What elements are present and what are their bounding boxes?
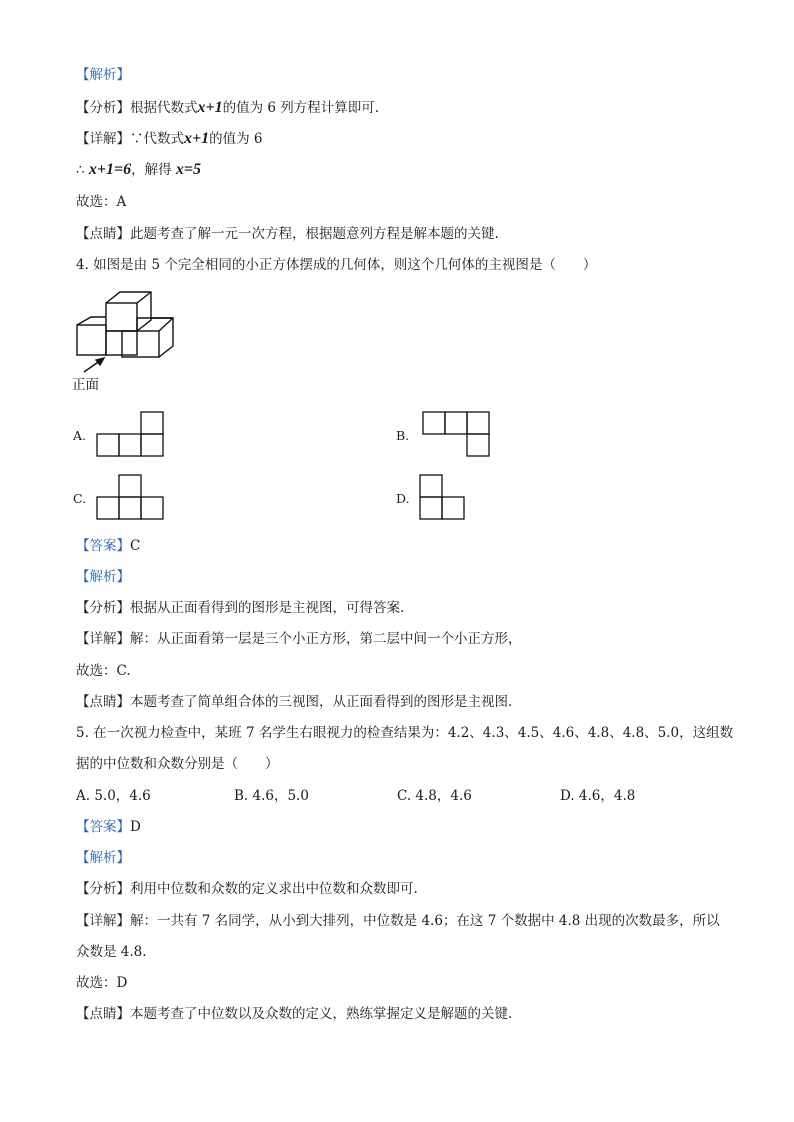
answer-value: D [130, 819, 141, 835]
q4-option-d-figure[interactable] [419, 474, 469, 522]
math-expression: x+1 [184, 130, 210, 147]
q4-choose-line: 故选：C. [76, 663, 131, 679]
q3-choose-line: 故选：A [76, 194, 127, 210]
q4-option-c-figure[interactable] [96, 474, 166, 522]
q5-answer-line [76, 817, 141, 837]
fenxi-tag: 【分析】 [76, 881, 130, 897]
q4-option-b-letter[interactable]: B. [396, 428, 410, 443]
analysis-tag: 【解析】 [76, 569, 130, 585]
math-expression: x+1 [197, 99, 223, 116]
q5-stem-line-1: 5. 在一次视力检查中，某班 7 名学生右眼视力的检查结果为：4.2、4.3、4.5、4.6、4.8、4.8、5.0，这组数 [76, 725, 734, 741]
xiangjie-tag: 【详解】 [76, 631, 130, 647]
analysis-tag: 【解析】 [76, 850, 130, 866]
q5-fenxi-line [76, 879, 418, 899]
answer-tag: 【答案】 [76, 538, 130, 554]
q4-option-b-figure[interactable] [422, 411, 492, 459]
fenxi-text: 的值为 6 列方程计算即可. [222, 100, 380, 116]
answer-tag: 【答案】 [76, 819, 130, 835]
fenxi-tag: 【分析】 [76, 100, 130, 116]
dianjing-tag: 【点睛】 [76, 226, 130, 242]
q4-fenxi-line [76, 598, 404, 618]
q5-xiangjie-line-1 [76, 911, 720, 931]
q4-option-d-letter[interactable]: D. [396, 491, 410, 506]
q4-answer-line [76, 536, 140, 556]
answer-value: C [130, 538, 141, 554]
because-text: ∵代数式 [130, 131, 184, 147]
q5-analysis-heading [76, 848, 130, 868]
analysis-tag: 【解析】 [76, 67, 130, 83]
q4-option-c-letter[interactable]: C. [73, 491, 87, 506]
q3-equation-line [76, 160, 201, 180]
dianjing-text: 本题考查了中位数以及众数的定义，熟练掌握定义是解题的关键. [130, 1006, 513, 1022]
xiangjie-tag: 【详解】 [76, 913, 130, 929]
q5-option-d[interactable]: D. 4.6，4.8 [560, 788, 636, 804]
q4-option-a-letter[interactable]: A. [73, 428, 87, 443]
therefore-symbol: ∴ [76, 162, 85, 178]
q5-option-a[interactable]: A. 5.0，4.6 [76, 788, 151, 804]
fenxi-tag: 【分析】 [76, 600, 130, 616]
dianjing-tag: 【点睛】 [76, 694, 130, 710]
dianjing-text: 本题考查了简单组合体的三视图，从正面看得到的图形是主视图. [130, 694, 513, 710]
q5-stem-line-2: 据的中位数和众数分别是（ ） [76, 756, 279, 772]
cube-solid-figure [70, 288, 180, 394]
dianjing-tag: 【点睛】 [76, 1006, 130, 1022]
fenxi-text: 利用中位数和众数的定义求出中位数和众数即可. [130, 881, 418, 897]
q5-dianjing-line [76, 1004, 512, 1024]
fenxi-text: 根据代数式 [130, 100, 198, 116]
q3-xiangjie-line [76, 129, 263, 149]
xiangjie-text: 解：一共有 7 名同学，从小到大排列，中位数是 4.6；在这 7 个数据中 4.8 出现的次数最多，所以 [130, 913, 720, 929]
q5-option-c[interactable]: C. 4.8，4.6 [397, 788, 472, 804]
q4-stem: 4. 如图是由 5 个完全相同的小正方体摆成的几何体，则这个几何体的主视图是（ ） [76, 257, 597, 273]
equation: x+1=6 [88, 161, 132, 178]
xiangjie-text: 解：从正面看第一层是三个小正方形，第二层中间一个小正方形， [130, 631, 522, 647]
q5-choose-line: 故选：D [76, 975, 128, 991]
q5-option-b[interactable]: B. 4.6，5.0 [234, 788, 309, 804]
q4-option-a-figure[interactable] [96, 411, 166, 459]
q5-xiangjie-line-2: 众数是 4.8. [76, 944, 147, 960]
xiangjie-tag: 【详解】 [76, 131, 130, 147]
q4-xiangjie-line [76, 629, 522, 649]
q4-dianjing-line [76, 692, 512, 712]
solve-text: ，解得 [131, 162, 172, 178]
fenxi-text: 根据从正面看得到的图形是主视图，可得答案. [130, 600, 405, 616]
front-label: 正面 [72, 377, 99, 393]
xiangjie-text: 的值为 6 [209, 131, 263, 147]
solution: x=5 [175, 161, 202, 178]
q3-dianjing-line [76, 224, 499, 244]
q3-fenxi-line [76, 98, 379, 118]
dianjing-text: 此题考查了解一元一次方程，根据题意列方程是解本题的关键. [130, 226, 499, 242]
q3-analysis-heading [76, 65, 130, 85]
q4-analysis-heading [76, 567, 130, 587]
